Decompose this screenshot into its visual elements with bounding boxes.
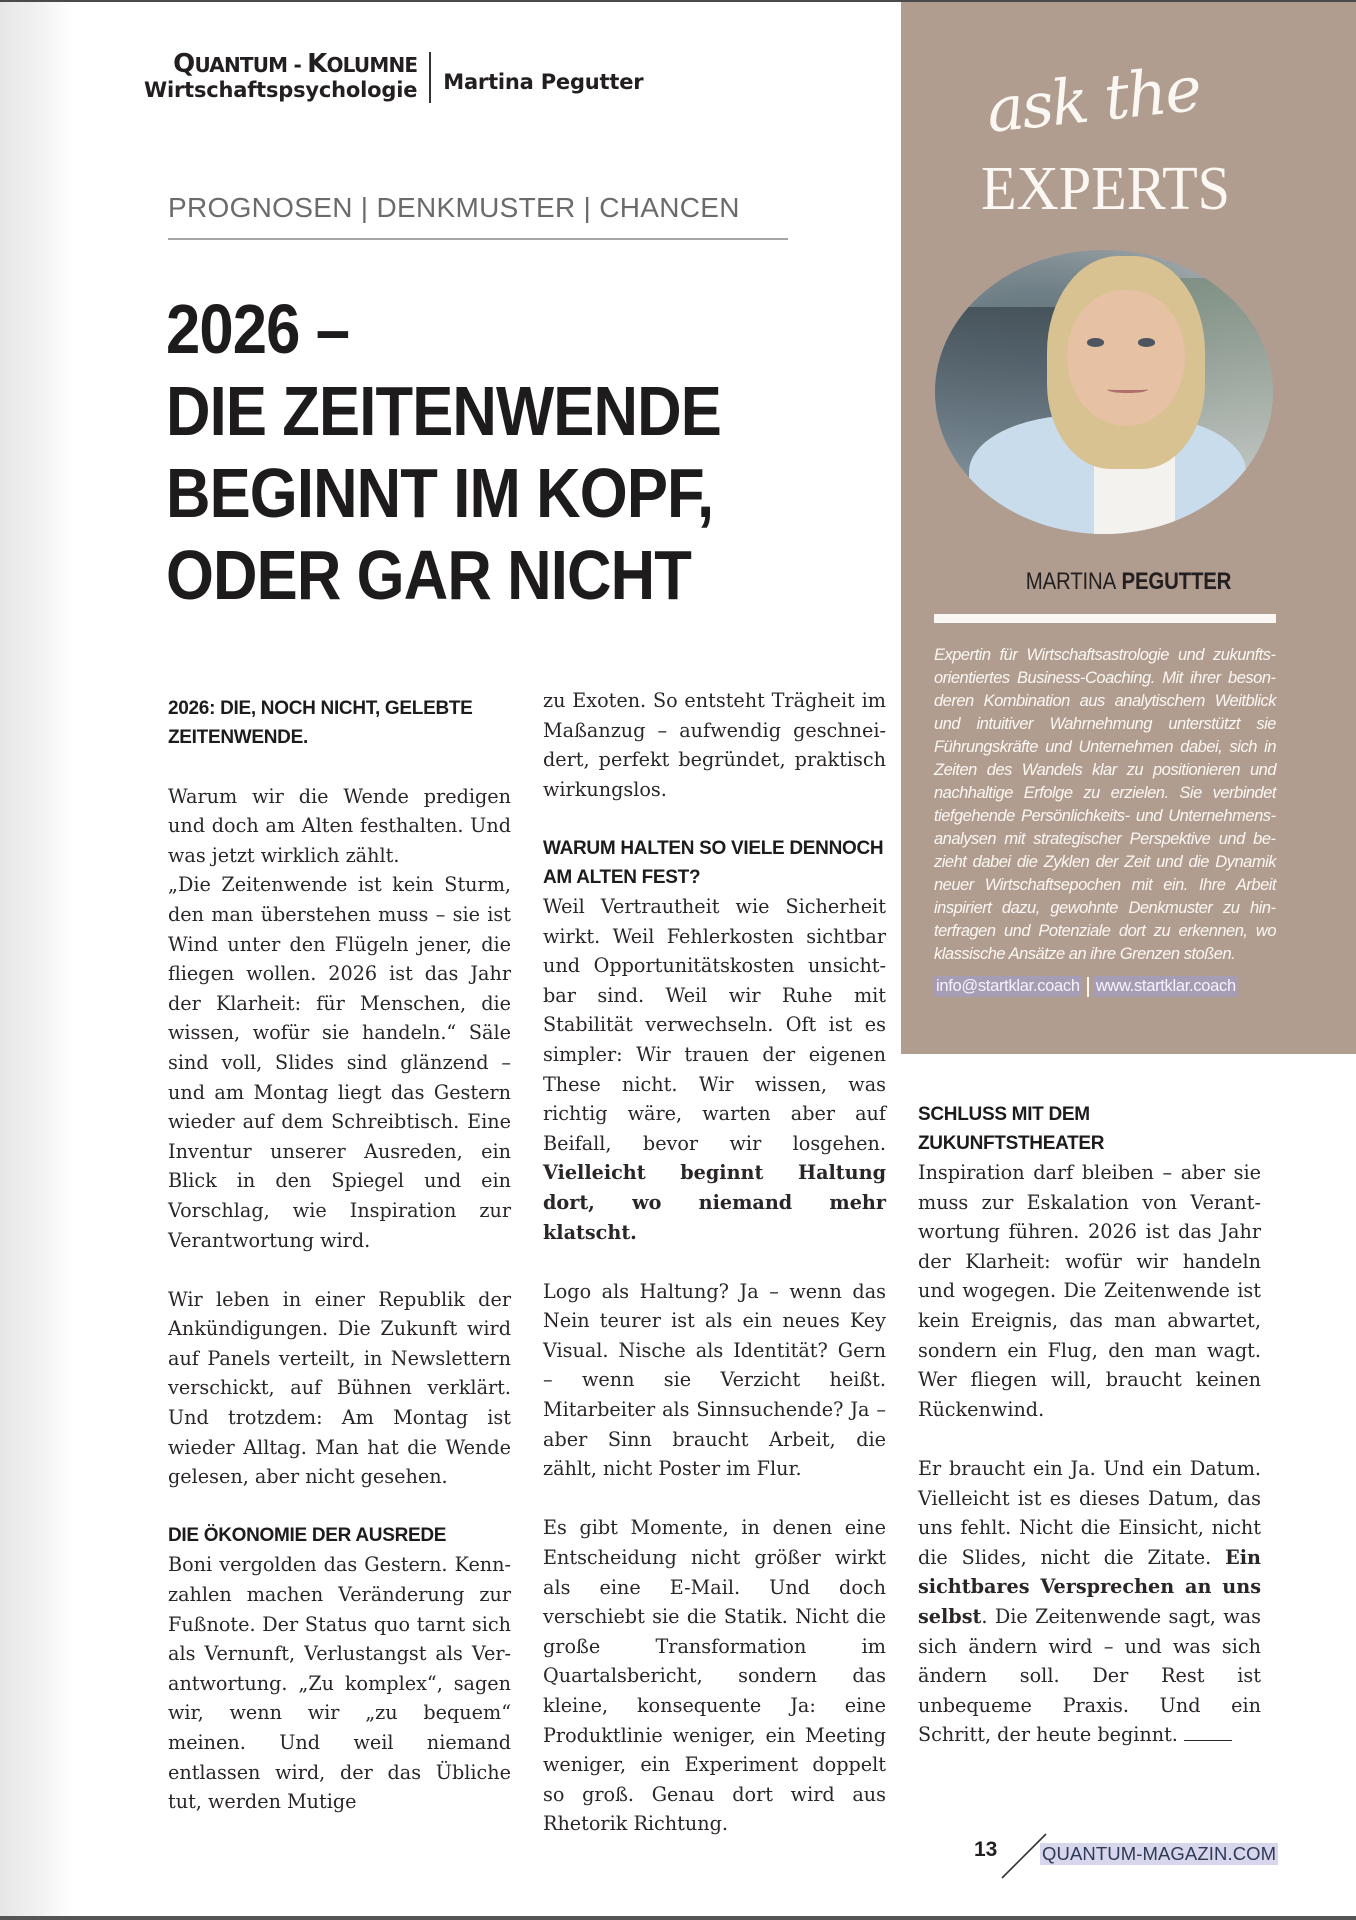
topic-kicker: PROGNOSEN | DENKMUSTER | CHANCEN bbox=[168, 192, 740, 223]
expert-last-name: PEGUTTER bbox=[1121, 568, 1232, 595]
paragraph-gap bbox=[918, 1424, 1261, 1454]
body-paragraph: zu Exoten. So entsteht Trägheit im Maßanzug – aufwendig geschneidert, perfekt begründet, praktisch wirkungslos. bbox=[543, 689, 886, 801]
expert-first-name: MARTINA bbox=[1025, 568, 1122, 595]
body-paragraph bbox=[543, 892, 886, 1247]
column-brand-header bbox=[144, 49, 644, 103]
end-mark bbox=[1184, 1740, 1232, 1742]
section-heading: DIE ÖKONOMIE DER AUSREDE bbox=[168, 1525, 447, 1547]
email-link[interactable]: info@startklar.coach bbox=[936, 977, 1080, 995]
logo-q: Q bbox=[173, 49, 195, 79]
paragraph-gap bbox=[168, 1492, 511, 1522]
brand-logo-block bbox=[144, 49, 418, 103]
name-rule bbox=[934, 614, 1276, 623]
body-text: Er braucht ein Ja. Und ein Datum. Vielleicht ist es dieses Datum, das uns fehlt. Nicht die Einsicht, nicht die Slides, nicht die Zitate. bbox=[918, 1456, 1261, 1569]
paragraph-gap bbox=[543, 1484, 886, 1514]
section-heading: 2026: DIE, NOCH NICHT, GELEBTE ZEITENWENDE. bbox=[168, 698, 473, 748]
article-column-2 bbox=[543, 686, 886, 1839]
expert-bio: Expertin für Wirtschaftsastrologie und zukunftsorientiertes Business-Coaching. Mit ihrer besonderen Kombination aus analytischem Weitblick und intuitiver Wahrnehmung unterstützt sie Führungskräfte und Unternehmen dabei, sich in Zeiten des Wandels klar zu positionieren und nachhaltige Erfolge zu erzielen. Sie verbindet tiefgehende Persönlichkeits- und Unternehmensanalysen mit strategischer Perspektive und bezieht dabei die Zyklen der Zeit und die Dynamik neuer Wirtschaftsepochen mit ein. Ihre Arbeit inspiriert dazu, gewohnte Denkmuster zu hinterfragen und Potenziale dort zu erkennen, wo klassische Ansätze an ihre Grenzen stoßen. bbox=[934, 646, 1276, 963]
photo-face bbox=[1067, 290, 1185, 426]
headline-line: BEGINNT IM KOPF, bbox=[166, 454, 714, 532]
headline-line: ODER GAR NICHT bbox=[166, 536, 691, 614]
body-paragraph bbox=[918, 1454, 1261, 1750]
emphasis-text: Ein sichtbares Versprechen an uns selbst bbox=[918, 1545, 1261, 1628]
body-paragraph: „Die Zeitenwende ist kein Sturm, den man überstehen muss – sie ist Wind unter den Flügeln jener, die fliegen wollen. 2026 ist das Jahr der Klarheit: für Menschen, die wissen, wofür sie handeln.“ Säle sind voll, Slides sind glänzend – und am Montag liegt das Gestern wieder auf dem Schreibtisch. Eine Inventur unserer Ausreden, ein Blick in den Spiegel und ein Vorschlag, wie Inspiration zur Verantwortung wird. bbox=[168, 873, 511, 1252]
body-text: Weil Vertrautheit wie Sicherheit wirkt. Weil Fehlerkosten sichtbar und Opportunitätskosten unsichtbar sind. Weil wir Ruhe mit Stabilität verwechseln. Oft ist es simpler: Wir trauen der eigenen These nicht. Wir wissen, was richtig wäre, warten aber auf Beifall, bevor wir losgehen. bbox=[543, 894, 886, 1155]
photo-eye bbox=[1087, 338, 1104, 347]
paragraph-gap bbox=[543, 1247, 886, 1277]
body-paragraph: Boni vergolden das Gestern. Kennzahlen machen Veränderung zur Fußnote. Der Status quo tarnt sich als Vernunft, Verlustangst als Verantwortung. „Zu komplex“, sagen wir, wenn wir „zu bequem“ meinen. Und weil niemand entlassen wird, der das Übliche tut, werden Mutige bbox=[168, 1553, 511, 1814]
article-column-3 bbox=[918, 1100, 1261, 1750]
expert-portrait-photo bbox=[935, 250, 1273, 534]
section-heading: WARUM HALTEN SO VIELE DENNOCH AM ALTEN FEST? bbox=[543, 837, 884, 888]
body-text: . Die Zeitenwende sagt, was sich ändern wird – und was sich ändern soll. Der Rest ist unbequeme Praxis. Und ein Schritt, der heute beginnt. bbox=[918, 1604, 1261, 1747]
logo-uantum: UANTUM bbox=[194, 53, 288, 77]
section-heading: SCHLUSS MIT DEM ZUKUNFTSTHEATER bbox=[918, 1104, 1105, 1154]
ask-the-script-title: ask the bbox=[983, 51, 1204, 147]
paragraph-gap bbox=[543, 804, 886, 834]
paragraph-gap bbox=[168, 1255, 511, 1285]
article-headline bbox=[166, 288, 782, 616]
brand-subtitle: Wirtschaftspsychologie bbox=[144, 78, 418, 102]
brand-kolumne-logo: QUANTUM - KOLUMNE bbox=[173, 49, 418, 79]
headline-line: 2026 – bbox=[166, 290, 350, 368]
page-bottom-edge bbox=[0, 1916, 1356, 1920]
logo-k: K bbox=[307, 49, 327, 79]
intro-paragraph: Warum wir die Wende predigen und doch am Alten festhalten. Und was jetzt wirklich zählt. bbox=[168, 784, 511, 867]
paragraph-gap bbox=[168, 752, 511, 782]
logo-olumne: OLUMNE bbox=[326, 53, 418, 77]
headline-line: DIE ZEITENWENDE bbox=[166, 372, 721, 450]
expert-name bbox=[935, 568, 1322, 596]
brand-divider bbox=[429, 52, 431, 103]
contact-divider bbox=[1087, 977, 1089, 997]
body-paragraph: Wir leben in einer Republik der Ankündigungen. Die Zukunft wird auf Panels verteilt, in Newslettern verschickt, auf Bühnen verklärt. Und trotzdem: Am Montag ist wieder Alltag. Man hat die Wende gelesen, aber nicht gesehen. bbox=[168, 1287, 511, 1489]
body-paragraph: Es gibt Momente, in denen eine Entscheidung nicht größer wirkt als eine E-Mail. Und doch verschiebt sie die Statik. Nicht die große Transformation im Quartalsbericht, sondern das kleine, konsequente Ja: eine Produktlinie weniger, ein Meeting weniger, ein Experiment doppelt so groß. Genau dort wird aus Rhetorik Richtung. bbox=[543, 1516, 886, 1836]
brand-author: Martina Pegutter bbox=[443, 69, 644, 94]
page-gutter-shadow bbox=[0, 2, 72, 1916]
body-paragraph: Inspiration darf bleiben – aber sie muss zur Eskalation von Verantwortung führen. 2026 ist das Jahr der Klarheit: wofür wir handeln und wogegen. Die Zeitenwende ist kein Ereignis, das man abwartet, sondern ein Flug, den man wagt. Wer fliegen will, braucht keinen Rückenwind. bbox=[918, 1161, 1261, 1421]
website-link[interactable]: www.startklar.coach bbox=[1095, 977, 1236, 995]
article-column-1 bbox=[168, 694, 511, 1817]
experts-title: EXPERTS bbox=[981, 155, 1231, 223]
emphasis-text: Vielleicht beginnt Haltung dort, wo niemand mehr klatscht. bbox=[543, 1161, 886, 1244]
page-number: 13 bbox=[974, 1838, 998, 1861]
magazine-website-link[interactable]: QUANTUM-MAGAZIN.COM bbox=[1042, 1843, 1277, 1864]
kicker-rule bbox=[168, 238, 788, 240]
photo-eye bbox=[1138, 338, 1155, 347]
body-paragraph: Logo als Haltung? Ja – wenn das Nein teurer ist als ein neues Key Visual. Nische als Identität? Gern – wenn sie Verzicht heißt. Mitarbeiter als Sinnsuchende? Ja – aber Sinn braucht Arbeit, die zählt, nicht Poster im Flur. bbox=[543, 1279, 886, 1481]
contact-links bbox=[934, 976, 1238, 997]
